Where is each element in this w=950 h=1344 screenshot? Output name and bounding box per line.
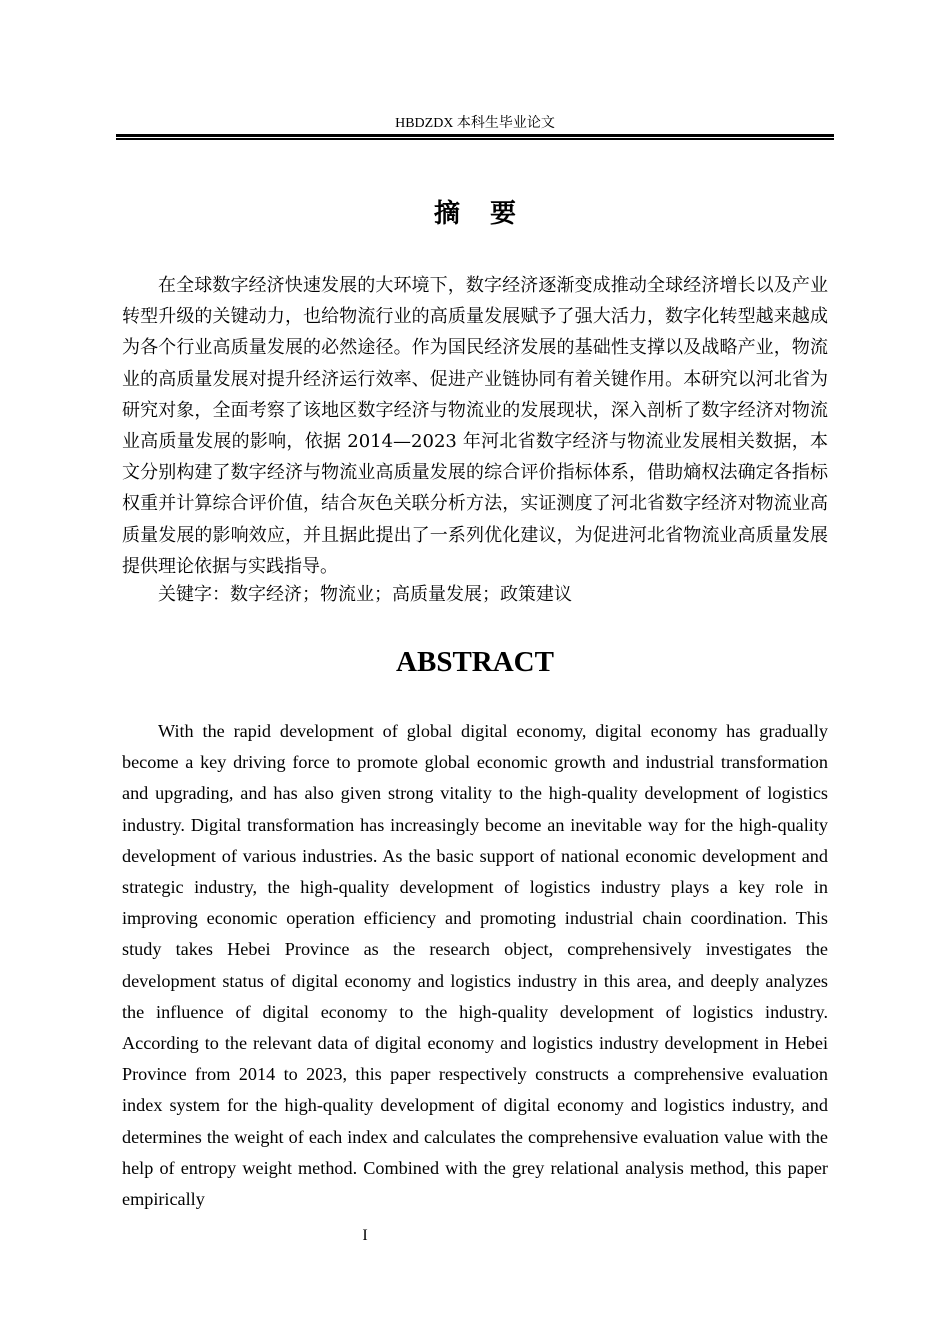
page-number: I bbox=[362, 1227, 368, 1244]
header-double-rule bbox=[116, 134, 834, 140]
header-rule-thick bbox=[116, 134, 834, 137]
running-header: HBDZDX 本科生毕业论文 bbox=[395, 116, 555, 131]
header-rule-thin bbox=[116, 138, 834, 140]
english-abstract-title: ABSTRACT bbox=[396, 646, 554, 678]
chinese-keywords: 关键字：数字经济；物流业；高质量发展；政策建议 bbox=[158, 584, 572, 605]
chinese-abstract-body: 在全球数字经济快速发展的大环境下，数字经济逐渐变成推动全球经济增长以及产业转型升级的关键动力，也给物流行业的高质量发展赋予了强大活力，数字化转型越来越成为各个行业高质量发展的必然途径。作为国民经济发展的基础性支撑以及战略产业，物流业的高质量发展对提升经济运行效率、促进产业链协同有着关键作用。本研究以河北省为研究对象，全面考察了该地区数字经济与物流业的发展现状，深入剖析了数字经济对物流业高质量发展的影响，依据 2014—2023 年河北省数字经济与物流业发展相关数据，本文分别构建了数字经济与物流业高质量发展的综合评价指标体系，借助熵权法确定各指标权重并计算综合评价值，结合灰色关联分析方法，实证测度了河北省数字经济对物流业高质量发展的影响效应，并且据此提出了一系列优化建议，为促进河北省物流业高质量发展提供理论依据与实践指导。 bbox=[122, 275, 828, 577]
chinese-abstract-title: 摘要 bbox=[433, 199, 546, 229]
english-abstract-body: With the rapid development of global digital economy, digital economy has gradually become a key driving force to promote global economic growth and industrial transformation and upgrading, and has also given strong vitality to the high-quality development of logistics industry. Digital transformation has increasingly become an inevitable way for the high-quality development of various industries. As the basic support of national economic development and strategic industry, the high-quality development of logistics industry plays a key role in improving economic operation efficiency and promoting industrial chain coordination. This study takes Hebei Province as the research object, comprehensively investigates the development status of digital economy and logistics industry in this area, and deeply analyzes the influence of digital economy to the high-quality development of logistics industry. According to the relevant data of digital economy and logistics industry development in Hebei Province from 2014 to 2023, this paper respectively constructs a comprehensive evaluation index system for the high-quality development of digital economy and logistics industry, and determines the weight of each index and calculates the comprehensive evaluation value with the help of entropy weight method. Combined with the grey relational analysis method, this paper empirically bbox=[122, 721, 828, 1210]
